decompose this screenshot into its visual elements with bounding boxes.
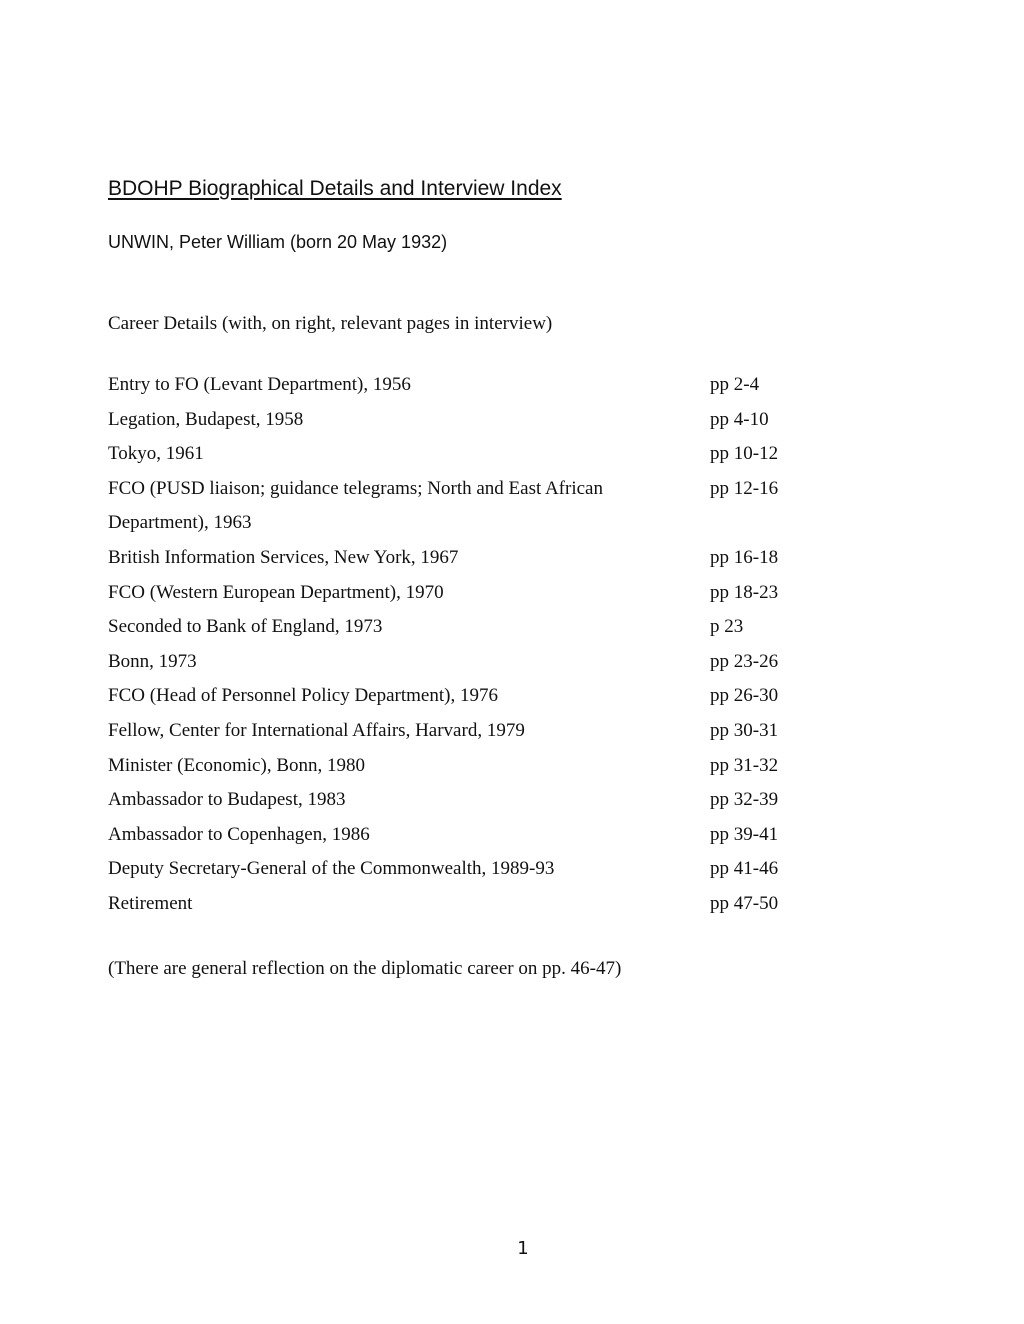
career-pages: p 23 [710, 616, 744, 638]
career-pages: pp 39-41 [710, 823, 779, 845]
career-row [108, 368, 828, 403]
career-role: Retirement [108, 892, 193, 914]
career-role: Seconded to Bank of England, 1973 [108, 616, 383, 638]
career-row [108, 852, 828, 887]
career-role: FCO (Western European Department), 1970 [108, 581, 444, 603]
career-pages: pp 10-12 [710, 443, 779, 465]
career-pages: pp 30-31 [710, 719, 779, 741]
career-row [108, 472, 828, 541]
career-row [108, 714, 828, 749]
career-row [108, 818, 828, 853]
career-pages: pp 47-50 [710, 892, 779, 914]
career-pages: pp 32-39 [710, 789, 779, 811]
career-row [108, 541, 828, 576]
career-row [108, 783, 828, 818]
career-pages: pp 12-16 [710, 477, 779, 499]
career-role: Entry to FO (Levant Department), 1956 [108, 374, 411, 395]
career-role: FCO (PUSD liaison; guidance telegrams; North and East African Department), 1963 [108, 477, 603, 534]
career-pages: pp 31-32 [710, 754, 779, 776]
career-row [108, 679, 828, 714]
career-role: Tokyo, 1961 [108, 443, 204, 465]
career-role: Ambassador to Budapest, 1983 [108, 789, 346, 811]
career-list [108, 368, 828, 922]
career-details-heading: Career Details (with, on right, relevant pages in interview) [108, 313, 553, 334]
career-role: Legation, Budapest, 1958 [108, 408, 304, 430]
career-role: Bonn, 1973 [108, 650, 197, 672]
career-row [108, 749, 828, 784]
footnote: (There are general reflection on the diplomatic career on pp. 46-47) [108, 958, 622, 979]
career-pages: pp 4-10 [710, 408, 769, 430]
career-pages: pp 23-26 [710, 650, 779, 672]
career-row [108, 437, 828, 472]
career-role: Fellow, Center for International Affairs, Harvard, 1979 [108, 719, 525, 741]
career-row [108, 576, 828, 611]
career-pages: pp 18-23 [710, 581, 779, 603]
career-pages: pp 2-4 [710, 374, 760, 395]
career-role: FCO (Head of Personnel Policy Department), 1976 [108, 685, 498, 707]
career-row [108, 645, 828, 680]
subject-name: UNWIN, Peter William (born 20 May 1932) [108, 232, 448, 252]
page-number: 1 [517, 1238, 529, 1259]
document-title: BDOHP Biographical Details and Interview Index [108, 177, 562, 200]
career-row [108, 610, 828, 645]
career-pages: pp 26-30 [710, 685, 779, 707]
career-role: Minister (Economic), Bonn, 1980 [108, 754, 365, 776]
career-row [108, 887, 828, 922]
career-pages: pp 41-46 [710, 858, 779, 880]
career-row [108, 403, 828, 438]
career-role: Ambassador to Copenhagen, 1986 [108, 823, 370, 845]
career-role: Deputy Secretary-General of the Commonwealth, 1989-93 [108, 858, 555, 880]
career-pages: pp 16-18 [710, 546, 779, 568]
career-role: British Information Services, New York, 1967 [108, 546, 459, 568]
